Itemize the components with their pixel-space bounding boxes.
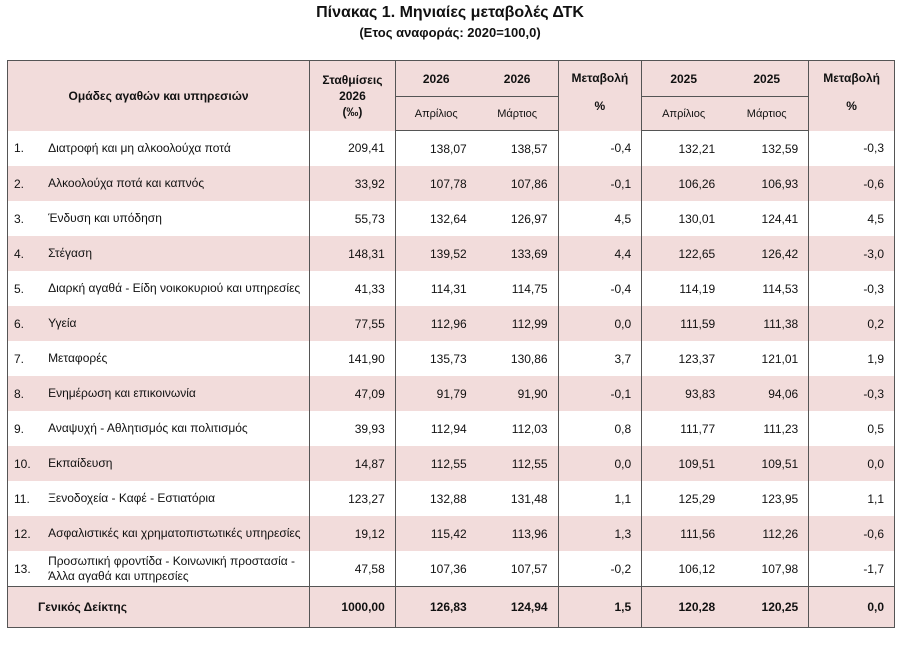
row-weight: 77,55 (310, 306, 396, 341)
row-march-2026: 114,75 (477, 271, 558, 306)
row-april-2025: 130,01 (678, 211, 716, 226)
row-group-name: Εκπαίδευση (46, 446, 310, 481)
row-march-2025: 123,95 (725, 481, 809, 516)
table-row (8, 166, 895, 201)
row-group-name: Υγεία (46, 306, 310, 341)
row-change-2026: -0,1 (558, 376, 642, 411)
row-march-2026: 107,57 (477, 551, 558, 587)
row-april-2026: 115,42 (395, 516, 476, 551)
cpi-table (7, 60, 895, 628)
row-march-2025: 107,98 (725, 551, 809, 587)
row-group-name: Ένδυση και υπόδηση (46, 201, 310, 236)
change-a-label: Μεταβολή (571, 71, 629, 85)
row-index: 9. (8, 411, 47, 446)
year-b2-header: 2025 (725, 61, 809, 97)
row-group-name: Ασφαλιστικές και χρηματοπιστωτικές υπηρεσίες (46, 516, 310, 551)
row-april-2026: 112,55 (395, 446, 476, 481)
row-weight: 123,27 (310, 481, 396, 516)
row-index: 12. (8, 516, 47, 551)
groups-header (8, 61, 310, 131)
row-group-name: Ξενοδοχεία - Καφέ - Εστιατόρια (46, 481, 310, 516)
row-index: 1. (8, 131, 47, 167)
table-row (8, 201, 895, 236)
row-group-name: Προσωπική φροντίδα - Κοινωνική προστασία - Άλλα αγαθά και υπηρεσίες (46, 551, 310, 587)
row-change-2026: -0,4 (558, 271, 642, 306)
row-change-2026: 4,4 (558, 236, 642, 271)
total-label: Γενικός Δείκτης (8, 587, 310, 628)
weights-header (310, 61, 396, 131)
row-march-2026: 131,48 (477, 481, 558, 516)
total-april-2026: 126,83 (395, 587, 476, 628)
row-index: 5. (8, 271, 47, 306)
row-april-2026: 138,07 (429, 141, 467, 156)
row-index: 4. (8, 236, 47, 271)
row-march-2025: 111,23 (725, 411, 809, 446)
row-april-2025: 111,59 (642, 306, 726, 341)
row-april-2026: 107,36 (429, 561, 467, 576)
row-index: 10. (8, 446, 47, 481)
row-weight: 55,73 (310, 201, 396, 236)
total-march-2025: 120,25 (725, 587, 809, 628)
row-change-2026: 4,5 (558, 201, 642, 236)
row-group-name: Αλκοολούχα ποτά και καπνός (46, 166, 310, 201)
row-april-2025: 122,65 (642, 236, 726, 271)
row-group-name: Μεταφορές (46, 341, 310, 376)
row-april-2025: 109,51 (642, 446, 726, 481)
row-weight: 47,09 (310, 376, 396, 411)
table-subtitle: (Ετος αναφοράς: 2020=100,0) (359, 25, 541, 40)
row-march-2026: 130,86 (477, 341, 558, 376)
weights-header-line2: 2026 (339, 88, 366, 103)
row-group-name: Αναψυχή - Αθλητισμός και πολιτισμός (46, 411, 310, 446)
row-group-name: Ενημέρωση και επικοινωνία (46, 376, 310, 411)
row-april-2026: 107,78 (395, 166, 476, 201)
row-april-2025: 132,21 (678, 141, 716, 156)
row-march-2026: 91,90 (477, 376, 558, 411)
row-march-2026: 113,96 (477, 516, 558, 551)
row-april-2026: 139,52 (395, 236, 476, 271)
row-april-2026: 112,94 (430, 421, 467, 436)
change-b-header (809, 61, 895, 131)
year-a1-header: 2026 (395, 61, 476, 97)
total-april-2025: 120,28 (642, 587, 726, 628)
row-weight: 148,31 (310, 236, 396, 271)
row-change-2026: 1,3 (558, 516, 642, 551)
row-change-2025: -0,3 (809, 376, 895, 411)
row-change-2025: -0,3 (809, 131, 895, 167)
row-change-2025: 0,5 (809, 411, 895, 446)
row-march-2026: 107,86 (477, 166, 558, 201)
table-row (8, 516, 895, 551)
row-april-2026: 114,31 (430, 281, 467, 296)
groups-header-label: Ομάδες αγαθών και υπηρεσιών (68, 88, 249, 103)
row-change-2025: -0,6 (809, 516, 895, 551)
row-march-2026: 112,99 (477, 306, 558, 341)
row-index: 2. (8, 166, 47, 201)
total-weight: 1000,00 (310, 587, 396, 628)
table-row (8, 446, 895, 481)
row-group-name: Διατροφή και μη αλκοολούχα ποτά (46, 131, 310, 167)
row-change-2026: 1,1 (558, 481, 642, 516)
weights-header-line1: Σταθμίσεις (322, 72, 383, 87)
row-group-name: Διαρκή αγαθά - Είδη νοικοκυριού και υπηρεσίες (46, 271, 310, 306)
year-b1-header: 2025 (642, 61, 726, 97)
table-row (8, 481, 895, 516)
row-march-2026: 126,97 (477, 201, 558, 236)
row-change-2026: -0,4 (558, 131, 642, 167)
row-change-2025: 0,0 (809, 446, 895, 481)
table-row (8, 551, 895, 587)
row-march-2025: 111,38 (725, 306, 809, 341)
row-change-2025: -0,6 (809, 166, 895, 201)
change-b-label: Μεταβολή (823, 71, 880, 85)
month-april-a-header: Απρίλιος (395, 97, 476, 131)
row-april-2025: 111,56 (642, 516, 726, 551)
row-weight: 47,58 (310, 551, 396, 587)
row-march-2025: 132,59 (725, 131, 809, 167)
row-change-2026: 0,8 (558, 411, 642, 446)
row-april-2026: 135,73 (429, 351, 467, 366)
row-change-2025: -3,0 (809, 236, 895, 271)
row-march-2025: 114,53 (725, 271, 809, 306)
row-april-2026: 91,79 (395, 376, 476, 411)
row-change-2026: -0,2 (558, 551, 642, 587)
table-row (8, 341, 895, 376)
row-weight: 33,92 (310, 166, 396, 201)
row-change-2025: -0,3 (809, 271, 895, 306)
row-weight: 19,12 (310, 516, 396, 551)
row-march-2025: 112,26 (725, 516, 809, 551)
row-index: 6. (8, 306, 47, 341)
row-april-2026: 112,96 (395, 306, 476, 341)
row-weight: 41,33 (310, 271, 396, 306)
row-change-2026: 0,0 (558, 306, 642, 341)
total-change-2025: 0,0 (809, 587, 895, 628)
row-april-2025: 106,26 (642, 166, 726, 201)
row-march-2026: 112,03 (477, 411, 558, 446)
pct-b-label: % (846, 99, 857, 113)
row-change-2025: 0,2 (809, 306, 895, 341)
total-change-2026: 1,5 (558, 587, 642, 628)
row-change-2026: 3,7 (558, 341, 642, 376)
row-weight: 14,87 (310, 446, 396, 481)
row-march-2026: 138,57 (477, 131, 558, 167)
row-change-2026: -0,1 (558, 166, 642, 201)
row-april-2025: 111,77 (680, 421, 716, 436)
month-march-b-header: Μάρτιος (725, 97, 809, 131)
row-april-2025: 125,29 (678, 491, 716, 506)
row-april-2025: 93,83 (642, 376, 726, 411)
header-row-1 (8, 61, 895, 97)
row-index: 11. (8, 481, 47, 516)
row-march-2026: 133,69 (477, 236, 558, 271)
row-march-2025: 121,01 (725, 341, 809, 376)
row-april-2026: 132,64 (429, 211, 467, 226)
row-march-2026: 112,55 (477, 446, 558, 481)
table-row (8, 236, 895, 271)
row-weight: 141,90 (310, 341, 396, 376)
table-row (8, 411, 895, 446)
change-a-header (558, 61, 642, 131)
row-change-2025: 1,1 (809, 481, 895, 516)
row-march-2025: 94,06 (725, 376, 809, 411)
row-march-2025: 124,41 (725, 201, 809, 236)
total-row (8, 587, 895, 628)
row-april-2026: 132,88 (429, 491, 467, 506)
month-march-a-header: Μάρτιος (477, 97, 558, 131)
table-row (8, 376, 895, 411)
row-march-2025: 109,51 (725, 446, 809, 481)
weights-header-line3: (‰) (342, 104, 363, 119)
row-group-name: Στέγαση (46, 236, 310, 271)
month-april-b-header: Απρίλιος (642, 97, 726, 131)
table-title: Πίνακας 1. Μηνιαίες μεταβολές ΔΤΚ (316, 4, 584, 21)
row-index: 13. (8, 551, 47, 587)
row-april-2025: 123,37 (678, 351, 716, 366)
row-change-2025: 4,5 (809, 201, 895, 236)
row-index: 3. (8, 201, 47, 236)
row-index: 7. (8, 341, 47, 376)
table-body (8, 131, 895, 628)
year-a2-header: 2026 (477, 61, 558, 97)
row-march-2025: 106,93 (725, 166, 809, 201)
row-weight: 39,93 (310, 411, 396, 446)
row-change-2026: 0,0 (558, 446, 642, 481)
row-index: 8. (8, 376, 47, 411)
table-row (8, 306, 895, 341)
row-march-2025: 126,42 (725, 236, 809, 271)
row-change-2025: -1,7 (809, 551, 895, 587)
table-row (8, 131, 895, 167)
pct-a-label: % (594, 99, 606, 113)
row-april-2025: 114,19 (679, 281, 716, 296)
row-change-2025: 1,9 (809, 341, 895, 376)
row-april-2025: 106,12 (678, 561, 716, 576)
total-march-2026: 124,94 (477, 587, 558, 628)
table-row (8, 271, 895, 306)
row-weight: 209,41 (310, 131, 396, 167)
